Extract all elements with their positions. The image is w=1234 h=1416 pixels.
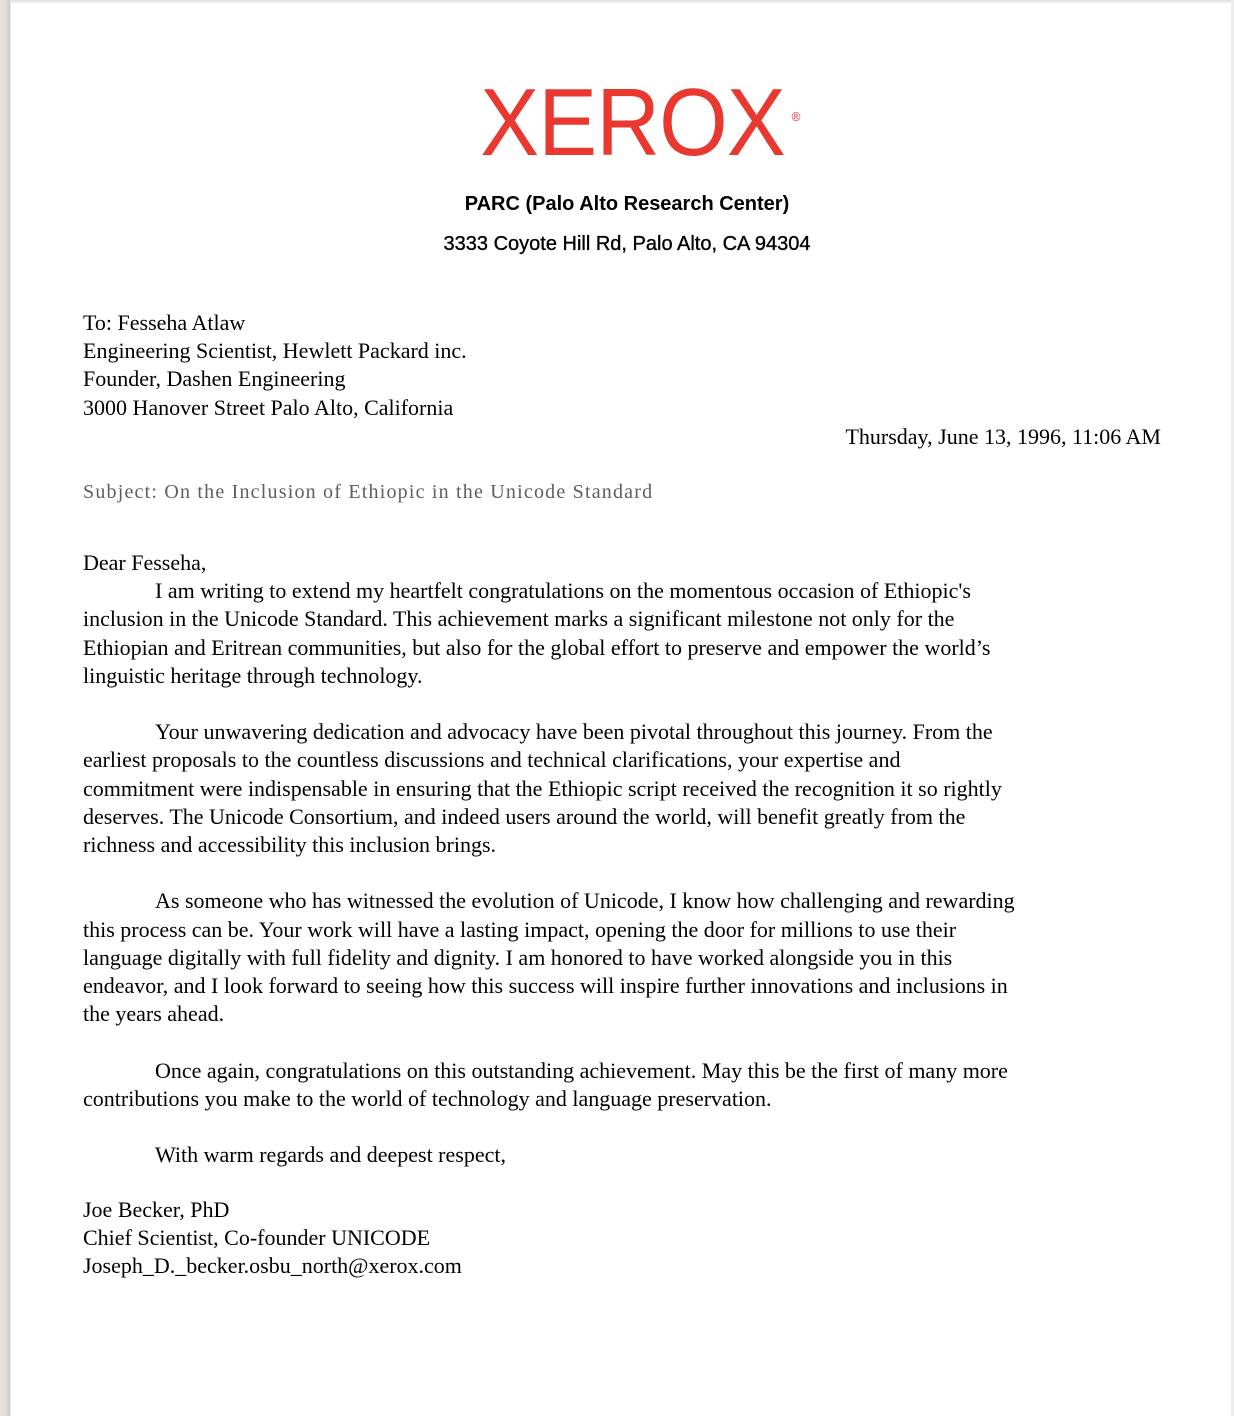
xerox-logo <box>11 69 1231 176</box>
recipient-title-line: Engineering Scientist, Hewlett Packard inc. <box>83 338 467 364</box>
organization-name: PARC (Palo Alto Research Center) <box>464 193 790 215</box>
paragraph-line: richness and accessibility this inclusion brings. <box>83 832 497 858</box>
paragraph-line: inclusion in the Unicode Standard. This achievement marks a significant milestone not only for the <box>83 606 955 632</box>
recipient-founder-line: Founder, Dashen Engineering <box>83 366 346 392</box>
paragraph-3 <box>83 887 1173 1028</box>
document-page <box>11 3 1231 1416</box>
paragraph-line: the years ahead. <box>83 1001 225 1027</box>
paragraph-line: Once again, congratulations on this outstanding achievement. May this be the first of many more <box>155 1057 1008 1083</box>
paragraph-spacer <box>83 690 1173 718</box>
logo-text: XEROX <box>480 69 786 176</box>
letter-date: Thursday, June 13, 1996, 11:06 AM <box>845 424 1161 449</box>
signer-email: Joseph_D._becker.osbu_north@xerox.com <box>83 1253 462 1279</box>
paragraph-line: Ethiopian and Eritrean communities, but also for the global effort to preserve and empower the world’s <box>83 634 991 660</box>
window-left-edge <box>0 0 11 1416</box>
registered-trademark-icon: ® <box>792 109 801 124</box>
organization-address: 3333 Coyote Hill Rd, Palo Alto, CA 94304 <box>443 233 811 255</box>
paragraph-line: I am writing to extend my heartfelt congratulations on the momentous occasion of Ethiopic's <box>155 578 971 604</box>
recipient-block <box>83 309 467 422</box>
closing: With warm regards and deepest respect, <box>155 1142 506 1168</box>
paragraph-line: earliest proposals to the countless discussions and technical clarifications, your expertise and <box>83 747 901 773</box>
paragraph-spacer <box>83 1028 1173 1056</box>
paragraph-4 <box>83 1057 1173 1113</box>
paragraph-line: contributions you make to the world of technology and language preservation. <box>83 1085 772 1111</box>
paragraph-line: deserves. The Unicode Consortium, and indeed users around the world, will benefit greatly from the <box>83 803 966 829</box>
recipient-address-line: 3000 Hanover Street Palo Alto, California <box>83 394 454 420</box>
paragraph-line: language digitally with full fidelity and dignity. I am honored to have worked alongside you in this <box>83 944 953 970</box>
paragraph-line: this process can be. Your work will have a lasting impact, opening the door for millions to use their <box>83 916 957 942</box>
paragraph-line: Your unwavering dedication and advocacy have been pivotal throughout this journey. From the <box>155 719 993 745</box>
paragraph-2 <box>83 718 1173 859</box>
logo-wordmark <box>480 69 801 176</box>
paragraph-spacer <box>83 1113 1173 1141</box>
signer-title: Chief Scientist, Co-founder UNICODE <box>83 1225 431 1251</box>
paragraph-spacer <box>83 859 1173 887</box>
paragraph-line: commitment were indispensable in ensuring that the Ethiopic script received the recognition it so rightly <box>83 775 1002 801</box>
paragraph-line: As someone who has witnessed the evolution of Unicode, I know how challenging and rewarding <box>155 888 1015 914</box>
signature-block <box>83 1196 462 1281</box>
recipient-to-line: To: Fesseha Atlaw <box>83 310 246 335</box>
paragraph-line: endeavor, and I look forward to seeing how this success will inspire further innovations and inclusions in <box>83 973 1008 999</box>
letter-subject: Subject: On the Inclusion of Ethiopic in the Unicode Standard <box>83 481 654 503</box>
paragraph-1 <box>83 577 1173 690</box>
paragraph-line: linguistic heritage through technology. <box>83 662 423 688</box>
letter-body <box>83 549 1173 1169</box>
signer-name: Joe Becker, PhD <box>83 1197 230 1222</box>
salutation: Dear Fesseha, <box>83 550 207 575</box>
